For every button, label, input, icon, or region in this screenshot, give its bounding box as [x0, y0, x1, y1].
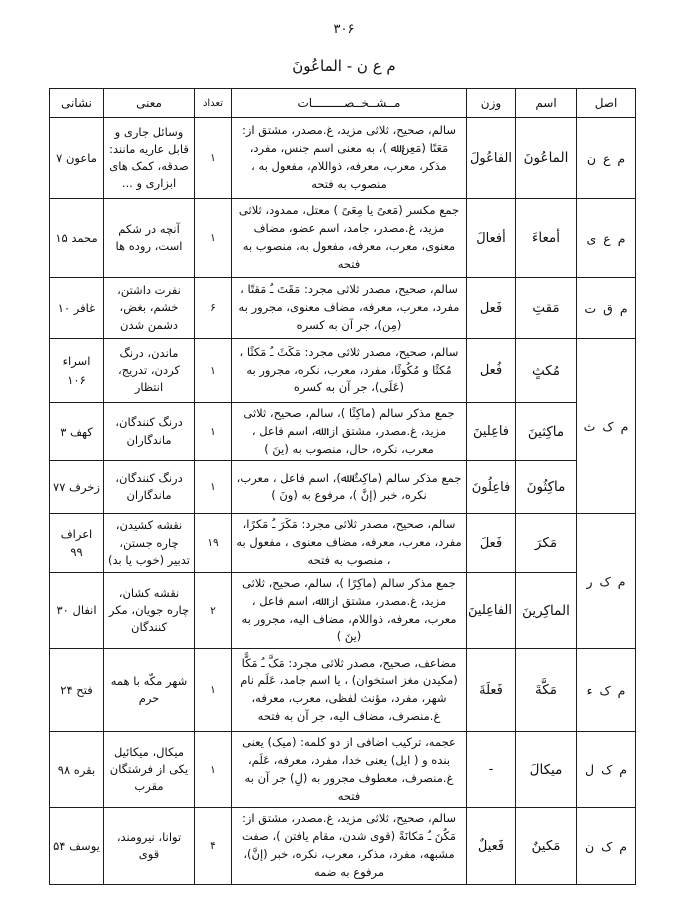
cell-pattern: فَعل [467, 278, 516, 339]
cell-meaning: شهر مکّه با همه حرم [104, 649, 195, 732]
header-vazn: وزن [467, 89, 516, 118]
cell-root: م ع ن [577, 118, 636, 199]
cell-noun: مَقتِ [516, 278, 577, 339]
cell-reference: زخرف ۷۷ [50, 461, 104, 514]
cell-count: ۱ [195, 403, 232, 461]
cell-specifications: مضاعف، صحیح، مصدر ثلاثی مجرد: مَکَّ ـُ مَکًّا (مکیدن مغز استخوان) ، یا اسم جامد، عَلَم نام شهر، مفرد، مؤنث لفظی، معرب، معرفه، غ.منصرف، مضاف الیه، جر آن به فتحه [232, 649, 467, 732]
cell-count: ۴ [195, 808, 232, 884]
cell-meaning: نقشه کشیدن، چاره جستن، تدبیر (خوب یا بد) [104, 514, 195, 572]
table-row [50, 514, 636, 572]
cell-noun: میکالَ [516, 732, 577, 808]
cell-pattern: فاعِلینَ [467, 403, 516, 461]
cell-pattern: فَعلَةَ [467, 649, 516, 732]
cell-meaning: نفرت داشتن، خشم، بغض، دشمن شدن [104, 278, 195, 339]
cell-count: ۱ [195, 339, 232, 403]
cell-count: ۱ [195, 732, 232, 808]
page-number: ۳۰۶ [333, 22, 355, 37]
cell-pattern: فَعیلٌ [467, 808, 516, 884]
cell-pattern: الفاعِلینَ [467, 572, 516, 648]
cell-noun: ماکِثُونَ [516, 461, 577, 514]
cell-specifications: سالم، صحیح، ثلاثی مزید، غ.مصدر، مشتق از: مَکُنَ ـُ مَکانَةً (قوی شدن، مقام یافتن )، صفت مشبهه، مفرد، مذکر، معرب، نکره، خبر (إنَّ)، مرفوع به ضمه [232, 808, 467, 884]
cell-count: ۱ [195, 118, 232, 199]
cell-noun: ماکِثینَ [516, 403, 577, 461]
cell-meaning: درنگ کنندگان، ماندگاران [104, 461, 195, 514]
cell-noun: الماعُونَ [516, 118, 577, 199]
table-row [50, 403, 636, 461]
cell-pattern: - [467, 732, 516, 808]
header-mani: معنی [104, 89, 195, 118]
cell-reference: انفال ۳۰ [50, 572, 104, 648]
cell-noun: مَکَّةَ [516, 649, 577, 732]
cell-pattern: فُعل [467, 339, 516, 403]
cell-reference: غافر ۱۰ [50, 278, 104, 339]
cell-reference: اسراء ۱۰۶ [50, 339, 104, 403]
cell-specifications: عجمه، ترکیب اضافی از دو کلمه: (میک) یعنی بنده و ( ایل) یعنی خدا، مفرد، معرفه، عَلَم، غ.منصرف، معطوف مجرور به (لِ) جر آن به فتحه [232, 732, 467, 808]
header-esm: اسم [516, 89, 577, 118]
table-row [50, 278, 636, 339]
cell-reference: ماعون ۷ [50, 118, 104, 199]
cell-noun: الماکِرینَ [516, 572, 577, 648]
morphology-table [49, 88, 636, 885]
cell-count: ۱ [195, 649, 232, 732]
cell-noun: أمعاءَ [516, 199, 577, 278]
cell-root: م ق ت [577, 278, 636, 339]
cell-noun: مُکثٍ [516, 339, 577, 403]
cell-reference: فتح ۲۴ [50, 649, 104, 732]
table-row [50, 649, 636, 732]
table-row [50, 808, 636, 884]
cell-specifications: جمع مذکر سالم (ماکِرًا )، سالم، صحیح، ثلاثی مزید، غ.مصدر، مشتق از: ﷲ، اسم فاعل ، معرب، معرفه، ذواللام، مضاف الیه، مجرور به (ینَ ) [232, 572, 467, 648]
cell-specifications: جمع مذکر سالم (ماکِثٌ ﷲ)، اسم فاعل ، معرب، نکره، خبر (إنَّ )، مرفوع به (ونَ ) [232, 461, 467, 514]
cell-root: م ک ر [577, 514, 636, 649]
cell-pattern: فَعلَ [467, 514, 516, 572]
cell-reference: محمد ۱۵ [50, 199, 104, 278]
cell-meaning: وسائل جاری و قابل عاریه مانند: صدقه، کمک های ابزاری و ... [104, 118, 195, 199]
cell-specifications: سالم، صحیح، مصدر ثلاثی مجرد: مَکَرَ ـُ مَکرًا، مفرد، معرب، معرفه، مضاف معنوی ، مفعول به ، منصوب به فتحه [232, 514, 467, 572]
cell-specifications: سالم، صحیح، مصدر ثلاثی مجرد: مَقَتَ ـُ مَقتًا ، مفرد، معرب، معرفه، مضاف معنوی، مجرور به (مِن)، جر آن به کسره [232, 278, 467, 339]
cell-meaning: میکال، میکائیل یکی از فرشتگان مقرب [104, 732, 195, 808]
table-row [50, 461, 636, 514]
cell-meaning: توانا، نیرومند، قوی [104, 808, 195, 884]
page-title: م ع ن - الماعُونَ [292, 57, 396, 75]
cell-pattern: الفاعُولَ [467, 118, 516, 199]
header-asl: اصل [577, 89, 636, 118]
table-row [50, 572, 636, 648]
cell-pattern: فاعِلُونَ [467, 461, 516, 514]
cell-root: م ک ن [577, 808, 636, 884]
header-moshakhassat: مــشــخــصـــــــــات [232, 89, 467, 118]
table-row [50, 339, 636, 403]
cell-reference: یوسف ۵۴ [50, 808, 104, 884]
cell-specifications: جمع مکسر (مَعیً یا مِعَیً ) معتل، ممدود، ثلاثی مزید، غ.مصدر، جامد، اسم عضو، مضاف معنوی، معرب، معرفه، مفعول به، منصوب به فتحه [232, 199, 467, 278]
cell-specifications: سالم، صحیح، مصدر ثلاثی مجرد: مَکَثَ ـُ مَکثًا ، مُکثًا و مُکُوثًا، مفرد، معرب، نکره، مجرور به (عَلَی)، جر آن به کسره [232, 339, 467, 403]
header-neshani: نشانی [50, 89, 104, 118]
cell-count: ۱ [195, 199, 232, 278]
cell-root: م ک ل [577, 732, 636, 808]
table-row [50, 732, 636, 808]
header-tedad: تعداد [195, 89, 232, 118]
cell-root: م ع ی [577, 199, 636, 278]
cell-count: ۶ [195, 278, 232, 339]
cell-count: ۱۹ [195, 514, 232, 572]
cell-root: م ک ث [577, 339, 636, 514]
cell-count: ۲ [195, 572, 232, 648]
table-row [50, 199, 636, 278]
cell-meaning: درنگ کنندگان، ماندگاران [104, 403, 195, 461]
cell-meaning: آنچه در شکم است، روده ها [104, 199, 195, 278]
cell-pattern: أفعالَ [467, 199, 516, 278]
table-row [50, 118, 636, 199]
cell-specifications: جمع مذکر سالم (ماکِثًا )، سالم، صحیح، ثلاثی مزید، غ.مصدر، مشتق از: ﷲ، اسم فاعل ، معرب، نکره، حال، منصوب به (ینَ ) [232, 403, 467, 461]
header-row [50, 89, 636, 118]
cell-reference: بقره ۹۸ [50, 732, 104, 808]
cell-meaning: نقشه کشان، چاره جویان، مکر کنندگان [104, 572, 195, 648]
cell-root: م ک ء [577, 649, 636, 732]
cell-reference: کهف ۳ [50, 403, 104, 461]
cell-specifications: سالم، صحیح، ثلاثی مزید، غ.مصدر، مشتق از: مَعَنًا (مَعِن ﷲ )، به معنی اسم جنس، مفرد، مذکر، معرب، معرفه، ذواللام، مفعول به ، منصوب به فتحه [232, 118, 467, 199]
cell-count: ۱ [195, 461, 232, 514]
cell-noun: مَکینٌ [516, 808, 577, 884]
cell-meaning: ماندن، درنگ کردن، تدریج، انتظار [104, 339, 195, 403]
cell-reference: اعراف ۹۹ [50, 514, 104, 572]
cell-noun: مَکرَ [516, 514, 577, 572]
